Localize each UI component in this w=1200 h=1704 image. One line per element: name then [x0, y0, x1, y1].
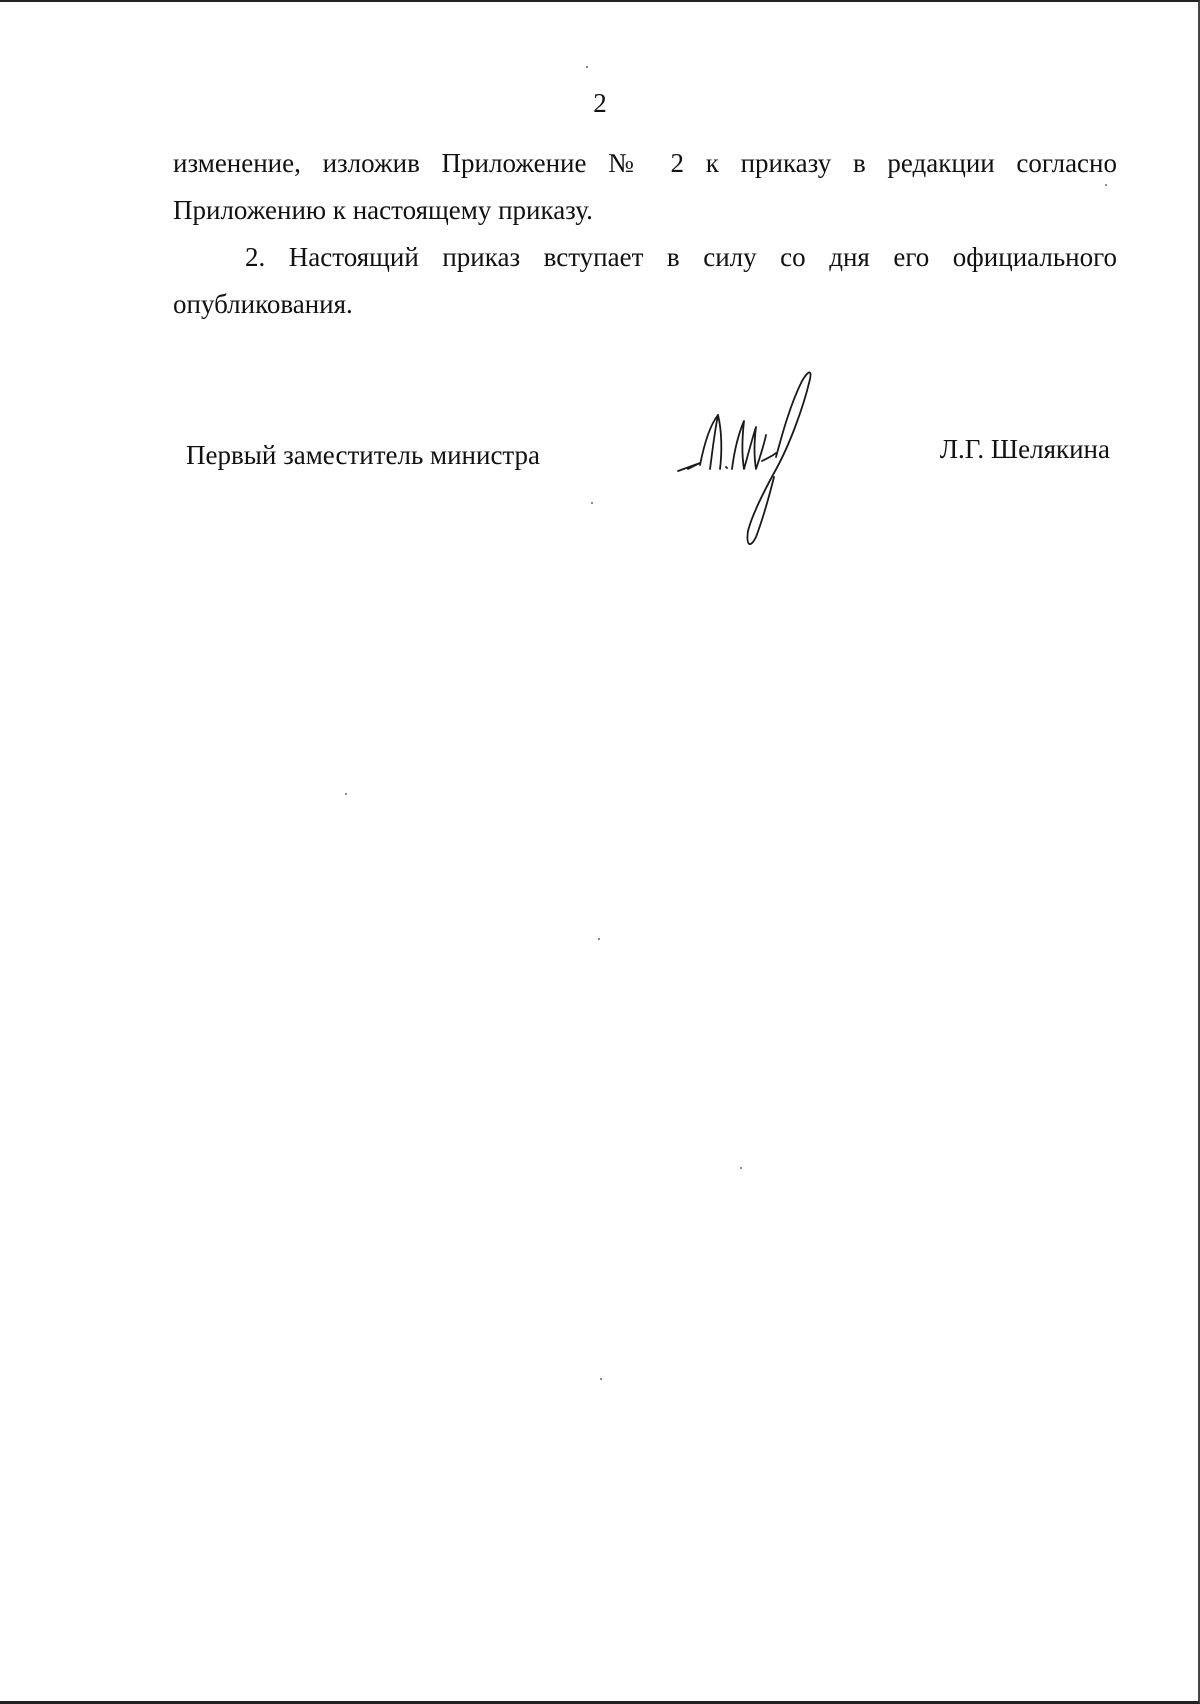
scan-speck [586, 66, 588, 68]
page-number: 2 [593, 88, 607, 118]
signer-name: Л.Г. Шелякина [939, 434, 1110, 464]
scan-speck [345, 793, 347, 795]
scan-speck [591, 502, 593, 504]
scan-speck [598, 938, 600, 940]
scan-speck [1105, 184, 1107, 186]
document-body [173, 140, 1117, 328]
scan-speck [740, 1167, 742, 1169]
paragraph-effective-date: 2. Настоящий приказ вступает в силу со дня его официального опубликования. [173, 242, 1117, 319]
scan-speck [600, 1378, 602, 1380]
signer-title: Первый заместитель министра [186, 440, 541, 470]
paragraph-continuation: изменение, изложив Приложение № 2 к приказу в редакции согласно Приложению к настоящему приказу. [173, 148, 1117, 225]
handwritten-signature-icon [670, 365, 840, 555]
